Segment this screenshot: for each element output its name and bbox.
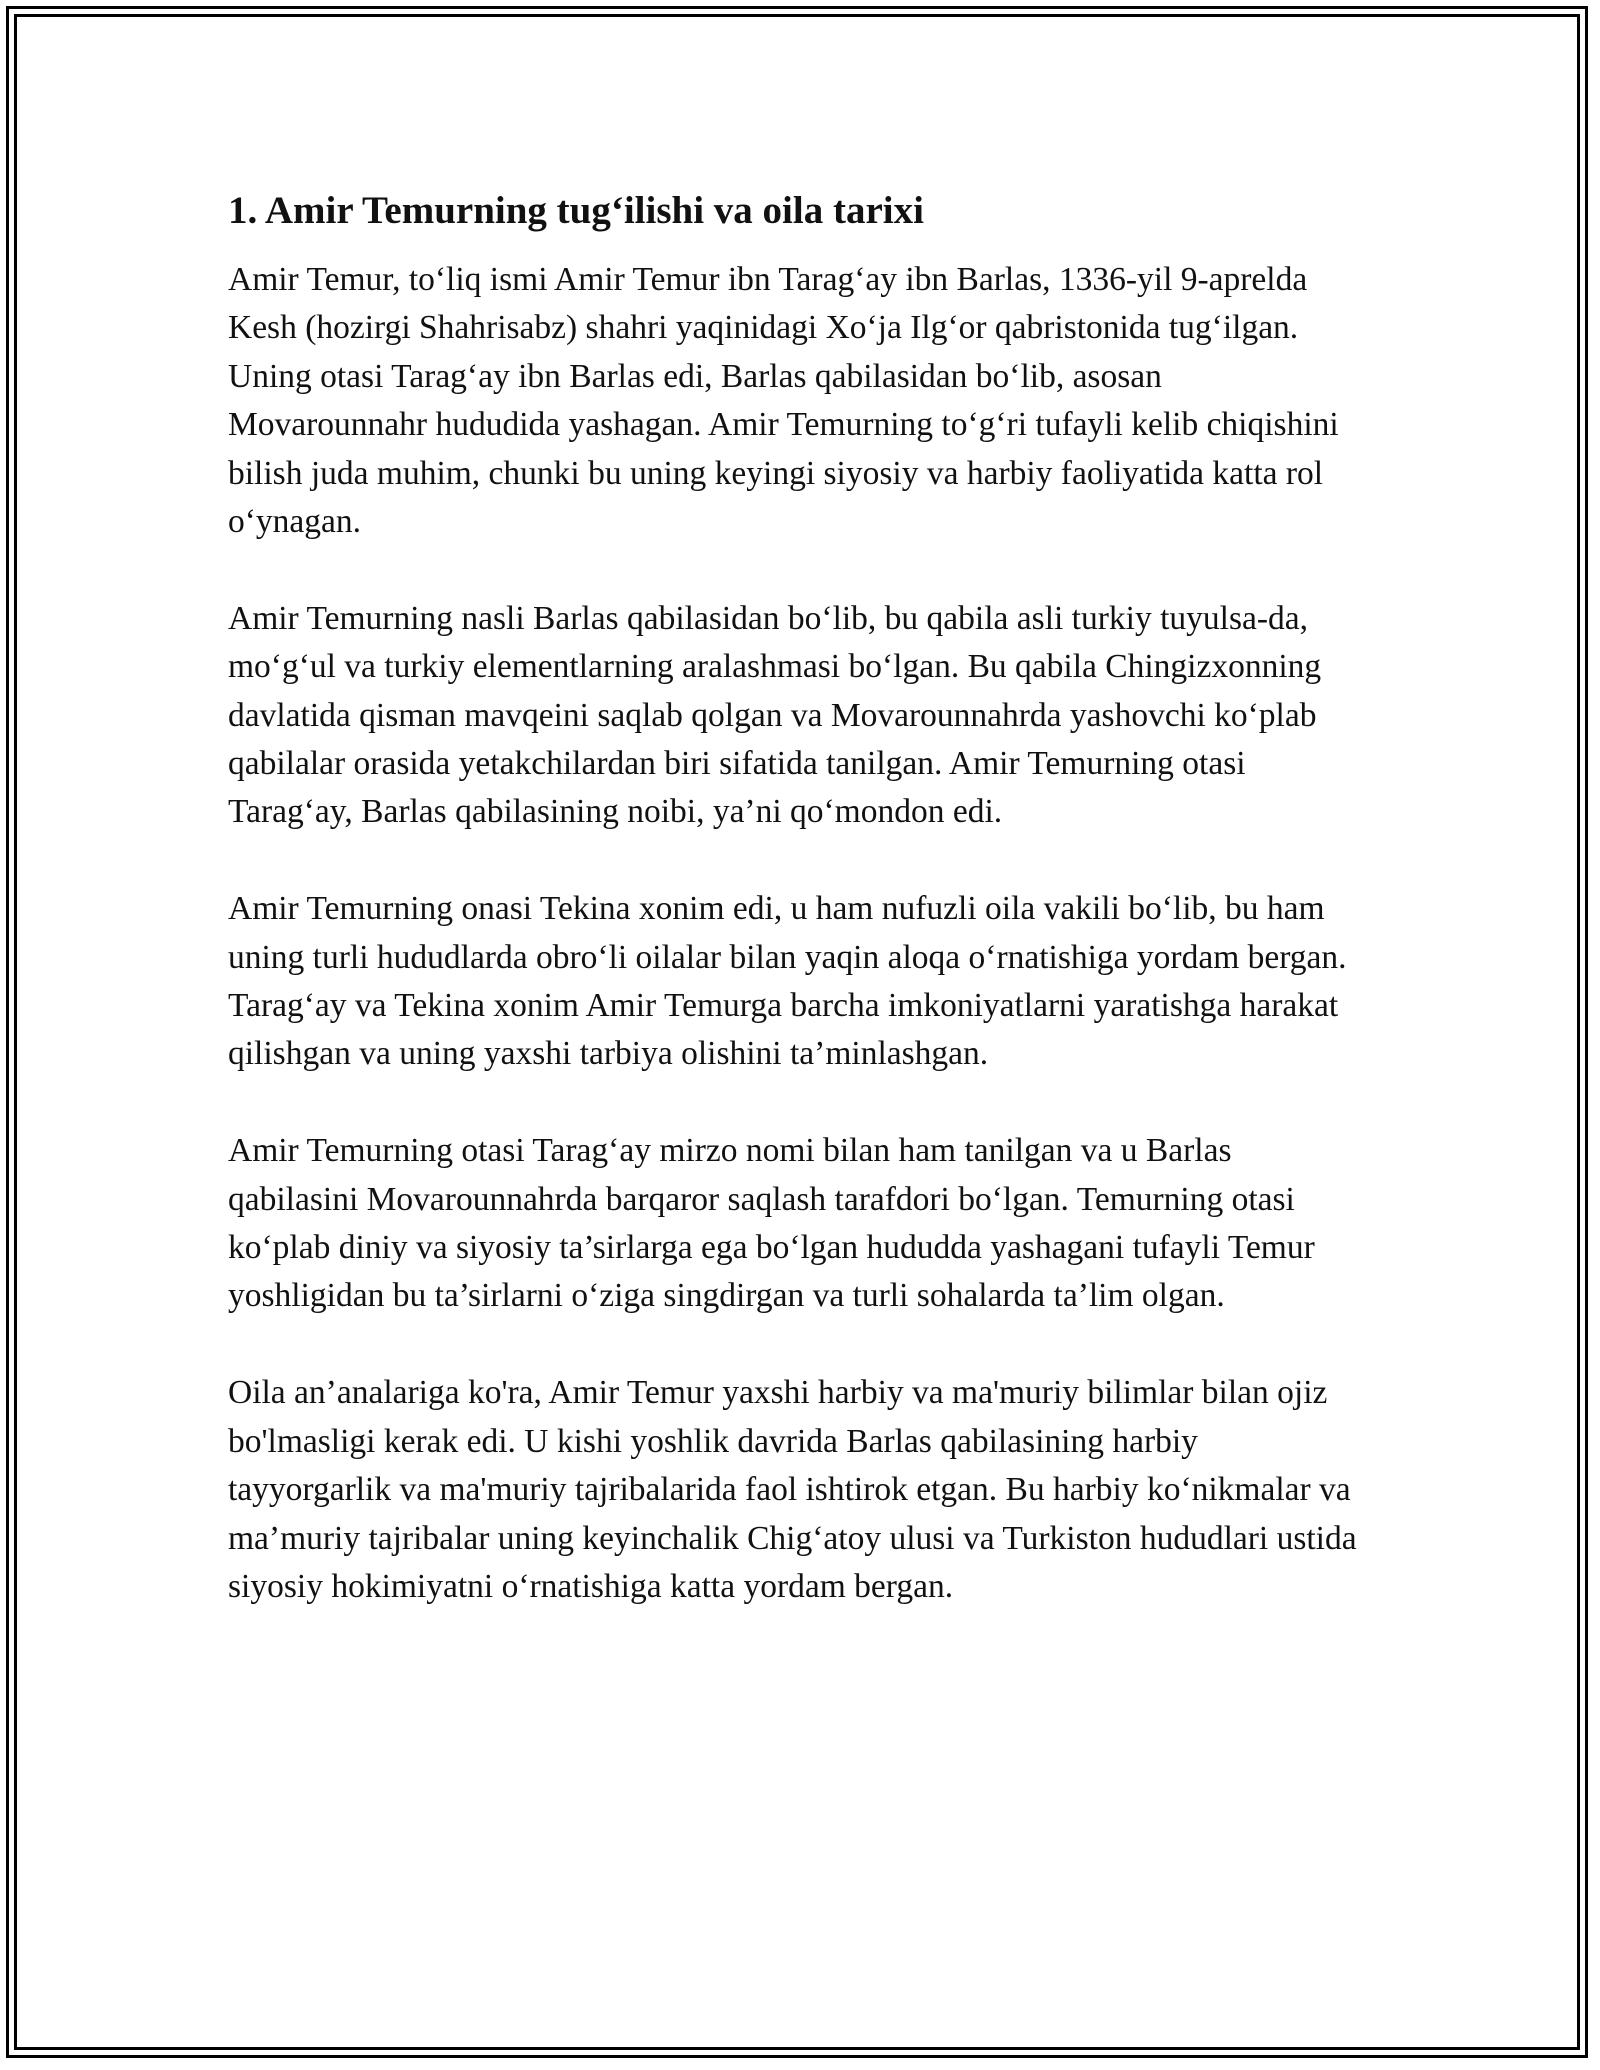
section-heading: 1. Amir Temurning tug‘ilishi va oila tarixi [228,189,924,232]
document-body [228,186,1358,1660]
paragraph-traditions: Oila an’analariga ko'ra, Amir Temur yaxshi harbiy va ma'muriy bilimlar bilan ojiz bo'lmasligi kerak edi. U kishi yoshlik davrida Barlas qabilasining harbiy tayyorgarlik va ma'muriy tajribalarida faol ishtirok etgan. Bu harbiy ko‘nikmalar va ma’muriy tajribalar uning keyinchalik Chig‘atoy ulusi va Turkiston hududlari ustida siyosiy hokimiyatni o‘rnatishiga katta yordam bergan. [228,1374,1357,1605]
paragraph-birth: Amir Temur, to‘liq ismi Amir Temur ibn Tarag‘ay ibn Barlas, 1336-yil 9-aprelda Kesh (hozirgi Shahrisabz) shahri yaqinidagi Xo‘ja Ilg‘or qabristonida tug‘ilgan. Uning otasi Tarag‘ay ibn Barlas edi, Barlas qabilasidan bo‘lib, asosan Movarounnahr hududida yashagan. Amir Temurning to‘g‘ri tufayli kelib chiqishini bilish juda muhim, chunki bu uning keyingi siyosiy va harbiy faoliyatida katta rol o‘ynagan. [228,261,1339,541]
paragraph-father: Amir Temurning otasi Tarag‘ay mirzo nomi bilan ham tanilgan va u Barlas qabilasini Movarounnahrda barqaror saqlash tarafdori bo‘lgan. Temurning otasi ko‘plab diniy va siyosiy ta’sirlarga ega bo‘lgan hududda yashagani tufayli Temur yoshligidan bu ta’sirlarni o‘ziga singdirgan va turli sohalarda ta’lim olgan. [228,1132,1315,1315]
paragraph-mother: Amir Temurning onasi Tekina xonim edi, u ham nufuzli oila vakili bo‘lib, bu ham uning turli hududlarda obro‘li oilalar bilan yaqin aloqa o‘rnatishiga yordam bergan. Tarag‘ay va Tekina xonim Amir Temurga barcha imkoniyatlarni yaratishga harakat qilishgan va uning yaxshi tarbiya olishini ta’minlashgan. [228,890,1347,1073]
paragraph-lineage: Amir Temurning nasli Barlas qabilasidan bo‘lib, bu qabila asli turkiy tuyulsa-da, mo‘g‘ul va turkiy elementlarning aralashmasi bo‘lgan. Bu qabila Chingizxonning davlatida qisman mavqeini saqlab qolgan va Movarounnahrda yashovchi ko‘plab qabilalar orasida yetakchilardan biri sifatida tanilgan. Amir Temurning otasi Tarag‘ay, Barlas qabilasining noibi, ya’ni qo‘mondon edi. [228,599,1322,831]
